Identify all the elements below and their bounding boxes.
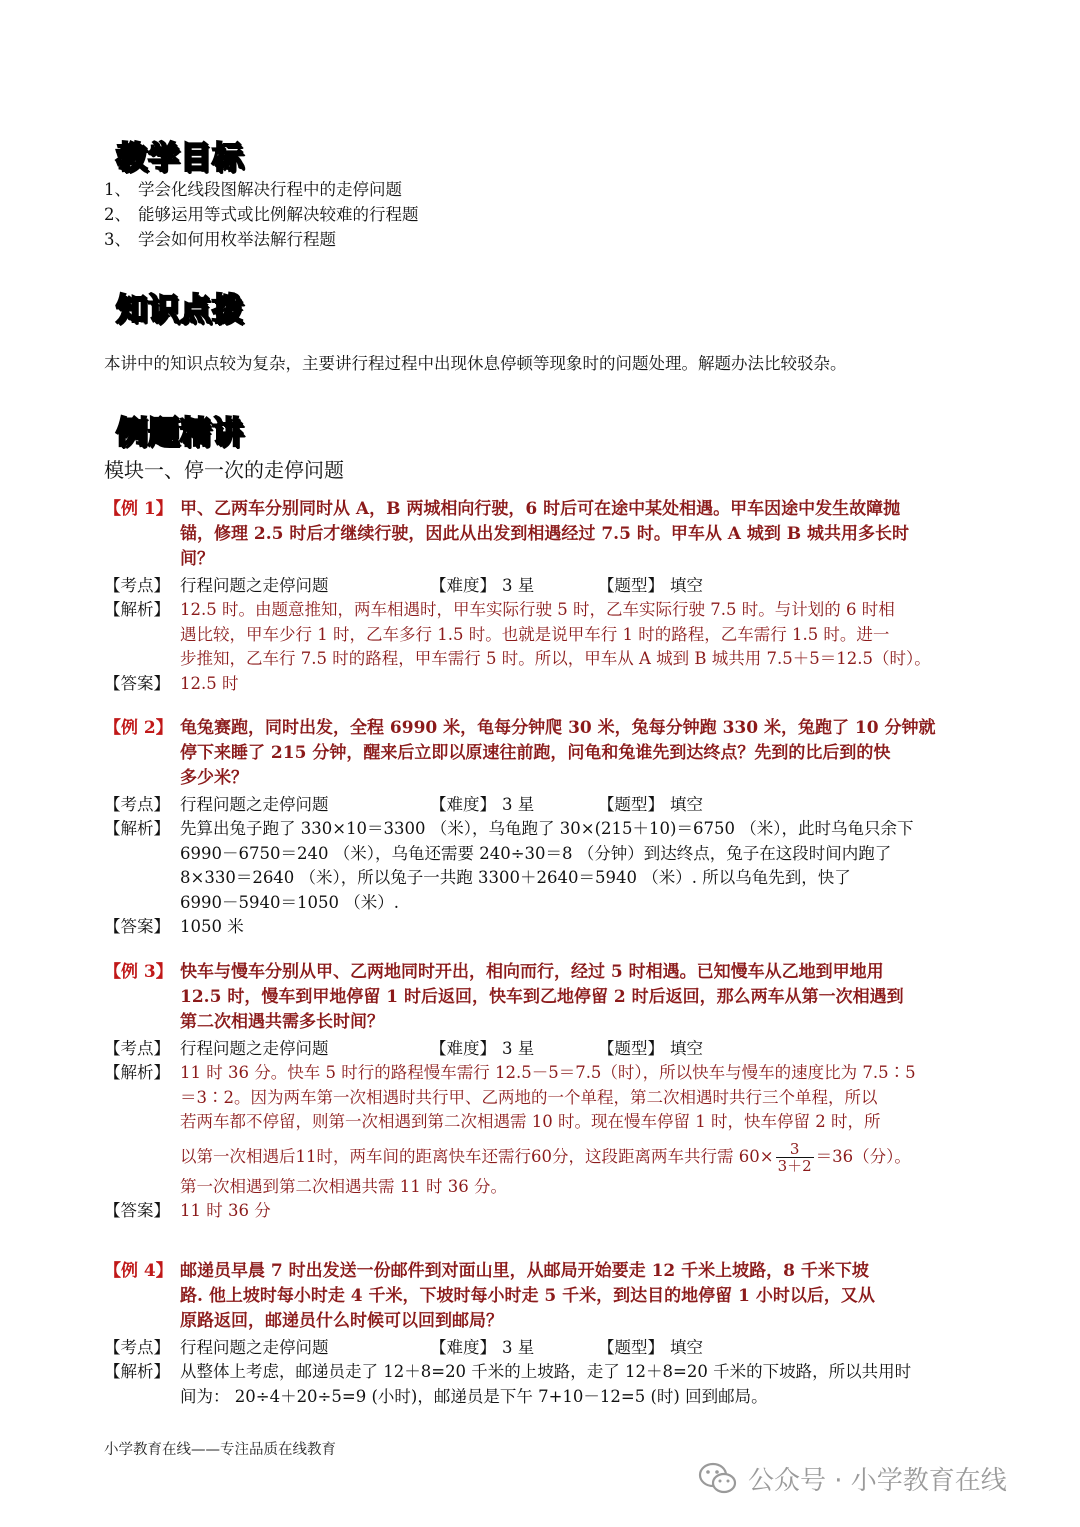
example-tag: 【例 2】 <box>104 718 173 738</box>
example-meta: 【考点】 行程问题之走停问题 【难度】 3 星 【题型】 填空 <box>104 1336 984 1360</box>
example-answer: 【答案】 1050 米 <box>104 917 244 936</box>
example-tag: 【例 4】 <box>104 1261 173 1281</box>
example-analysis: 【解析】 11 时 36 分。快车 5 时行的路程慢车需行 12.5－5＝7.5（时），所以快车与慢车的速度比为 7.5∶5 ＝3∶2。因为两车第一次相遇时共行甲、乙两地的一个单程，第二次相遇时共行三个单程，所以 若两车都不停留，则第一次相遇到第二次相遇需 10 时。现在慢车停留 1 时，快车停留 2 时，所 以第一次相遇后11时，两车间的距离快车还需行60分，这段距离两车共行需 60× $\frac{3}{3+2}$ ＝36（分）。 第一次相遇到第二次相遇共需 11 时 36 分。 <box>104 1061 984 1199</box>
intro-paragraph: 本讲中的知识点较为复杂，主要讲行程过程中出现休息停顿等现象时的问题处理。解题办法比较驳杂。 <box>104 354 847 373</box>
watermark <box>698 1460 1007 1497</box>
fraction: $\frac{3}{3+2}$ <box>777 1139 812 1175</box>
example-2 <box>104 716 984 940</box>
module-title: 模块一、停一次的走停问题 <box>104 458 344 482</box>
example-analysis: 【解析】 从整体上考虑，邮递员走了 12＋8=20 千米的上坡路，走了 12＋8=20 千米的下坡路，所以共用时 间为： 20÷4＋20÷5=9 (小时)，邮递员是下午 7+10－12=5 (时) 回到邮局。 <box>104 1362 912 1406</box>
example-4 <box>104 1259 984 1409</box>
wechat-icon <box>698 1462 738 1496</box>
objective-item: 3、 学会如何用枚举法解行程题 <box>104 230 336 249</box>
nandu-value: 3 星 <box>502 1338 535 1357</box>
example-answer: 【答案】 11 时 36 分 <box>104 1201 271 1220</box>
kaodian-value: 行程问题之走停问题 <box>180 1338 329 1357</box>
example-meta: 【考点】 行程问题之走停问题 【难度】 3 星 【题型】 填空 <box>104 574 984 598</box>
example-tag: 【例 1】 <box>104 499 173 519</box>
fraction-line: 以第一次相遇后11时，两车间的距离快车还需行60分，这段距离两车共行需 60× $\frac{3}{3+2}$ ＝36（分）。 <box>180 1139 911 1175</box>
example-1 <box>104 497 984 696</box>
kaodian-value: 行程问题之走停问题 <box>180 1039 329 1058</box>
example-question: 【例 3】 快车与慢车分别从甲、乙两地同时开出，相向而行，经过 5 时相遇。已知慢车从乙地到甲地用 12.5 时，慢车到甲地停留 1 时后返回，快车到乙地停留 2 时后返回，那么两车从第一次相遇到 第二次相遇共需多长时间？ <box>104 962 904 1032</box>
nandu-value: 3 星 <box>502 576 535 595</box>
tixing-value: 填空 <box>670 1338 703 1357</box>
page-footer: 小学教育在线——专注品质在线教育 <box>104 1442 336 1458</box>
watermark-text: 公众号 · 小学教育在线 <box>748 1466 1007 1496</box>
example-meta: 【考点】 行程问题之走停问题 【难度】 3 星 【题型】 填空 <box>104 1037 984 1061</box>
tixing-value: 填空 <box>670 1039 703 1058</box>
nandu-value: 3 星 <box>502 795 535 814</box>
section-title-examples: 例题精讲 <box>116 415 244 451</box>
kaodian-value: 行程问题之走停问题 <box>180 795 329 814</box>
tixing-value: 填空 <box>670 795 703 814</box>
example-analysis: 【解析】 先算出兔子跑了 330×10＝3300 （米），乌龟跑了 30×(215＋10)＝6750 （米），此时乌龟只余下 6990－6750＝240 （米），乌龟还需要 240÷30＝8 （分钟）到达终点，兔子在这段时间内跑了 8×330＝2640 （米），所以兔子一共跑 3300＋2640＝5940 （米）. 所以乌龟先到，快了 6990－5940＝1050 （米）. <box>104 819 914 912</box>
nandu-value: 3 星 <box>502 1039 535 1058</box>
example-answer: 【答案】 12.5 时 <box>104 673 239 693</box>
section-title-knowledge: 知识点拨 <box>116 292 244 328</box>
kaodian-value: 行程问题之走停问题 <box>180 576 329 595</box>
example-tag: 【例 3】 <box>104 962 173 982</box>
tixing-value: 填空 <box>670 576 703 595</box>
example-analysis: 【解析】 12.5 时。由题意推知，两车相遇时，甲车实际行驶 5 时，乙车实际行驶 7.5 时。与计划的 6 时相 遇比较，甲车少行 1 时，乙车多行 1.5 时。也就是说甲车行 1 时的路程，乙车需行 1.5 时。进一 步推知，乙车行 7.5 时的路程，甲车需行 5 时。所以，甲车从 A 城到 B 城共用 7.5＋5＝12.5（时）。 <box>104 600 931 668</box>
objective-item: 2、 能够运用等式或比例解决较难的行程题 <box>104 205 419 224</box>
example-question: 【例 4】 邮递员早晨 7 时出发送一份邮件到对面山里，从邮局开始要走 12 千米上坡路，8 千米下坡 路. 他上坡时每小时走 4 千米，下坡时每小时走 5 千米，到达目的地停留 1 小时以后，又从 原路返回，邮递员什么时候可以回到邮局？ <box>104 1261 875 1331</box>
example-question: 【例 1】 甲、乙两车分别同时从 A，B 两城相向行驶，6 时后可在途中某处相遇。甲车因途中发生故障抛 锚，修理 2.5 时后才继续行驶，因此从出发到相遇经过 7.5 时。甲车从 A 城到 B 城共用多长时 间？ <box>104 499 910 569</box>
objective-item: 1、 学会化线段图解决行程中的走停问题 <box>104 180 402 199</box>
example-3 <box>104 960 984 1224</box>
section-title-goals: 教学目标 <box>116 140 244 176</box>
example-question: 【例 2】 龟兔赛跑，同时出发，全程 6990 米，龟每分钟爬 30 米，兔每分钟跑 330 米，兔跑了 10 分钟就 停下来睡了 215 分钟，醒来后立即以原速往前跑，问龟和兔谁先到达终点？先到的比后到的快 多少米？ <box>104 718 936 788</box>
example-meta: 【考点】 行程问题之走停问题 【难度】 3 星 【题型】 填空 <box>104 793 984 817</box>
